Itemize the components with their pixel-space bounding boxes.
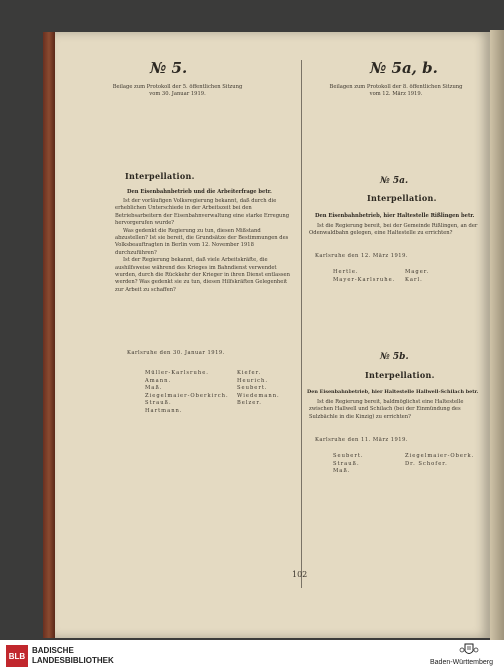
- section-a-signers-col2: [405, 269, 429, 284]
- signer: Karl.: [405, 276, 423, 283]
- left-body: [115, 198, 293, 294]
- state-name: Baden-Württemberg: [430, 659, 494, 666]
- section-b-signers-col2: [405, 453, 474, 468]
- section-a-subject: Den Eisenbahnbetrieb, hier Haltestelle Rißlingen betr.: [315, 213, 475, 219]
- coat-of-arms-icon: [459, 642, 479, 658]
- signer: Wiedemann.: [237, 392, 280, 399]
- section-b-signers-col1: [333, 453, 364, 476]
- left-document-number: № 5.: [150, 59, 188, 77]
- right-document-number: № 5a, b.: [370, 59, 438, 77]
- left-place-date: Karlsruhe den 30. Januar 1919.: [127, 350, 225, 356]
- section-b-heading: Interpellation.: [365, 370, 435, 380]
- signer: Seubert.: [333, 453, 364, 459]
- signer: Maß.: [145, 385, 163, 392]
- signer: Müller-Karlsruhe.: [145, 370, 209, 376]
- left-signers-col1: [145, 370, 229, 416]
- signer: Belzer.: [237, 400, 262, 407]
- left-heading: Interpellation.: [125, 171, 195, 181]
- signer: Hartmann.: [145, 407, 183, 414]
- section-a-paragraph: Ist die Regierung bereit, bei der Gemeinde Rißlingen, an der Odenwaldbahn gelegen, eine Haltestelle zu errichten?: [309, 223, 478, 237]
- section-a-body: [309, 223, 485, 238]
- signer: Mager.: [405, 269, 430, 275]
- signer: Kiefer.: [237, 370, 262, 376]
- signer: Ziegelmaier-Oberk.: [405, 453, 475, 459]
- right-subtitle-line2: vom 12. März 1919.: [369, 90, 423, 97]
- signer: Strauß.: [145, 400, 172, 407]
- left-paragraph-2: Was gedenkt die Regierung zu tun, diesen Mißstand abzustellen? Ist sie bereit, die Grundsätze der Bestimmungen des Volksbeauftragten in Berlin vom 12. November 1918 durchzuführen?: [115, 227, 289, 256]
- section-a-number: № 5a.: [380, 176, 409, 186]
- section-b-place-date: Karlsruhe den 11. März 1919.: [315, 437, 409, 443]
- signer: Maß.: [333, 468, 351, 475]
- document-page: [55, 32, 490, 638]
- left-subtitle: [65, 84, 290, 97]
- signer: Dr. Schofer.: [405, 460, 448, 467]
- signer: Ziegelmaier-Oberkirch.: [145, 392, 229, 399]
- book-binding: [43, 32, 55, 638]
- section-b-subject: Den Eisenbahnbetrieb, hier Haltestelle Hallwell-Schilach betr.: [307, 389, 479, 395]
- signer: Seubert.: [237, 385, 268, 392]
- signer: Amann.: [145, 377, 172, 384]
- library-name-line1: BADISCHE: [32, 646, 74, 655]
- left-paragraph-1: Ist der vorläufigen Volksregierung bekannt, daß durch die erheblichen Unterschiede in der Arbeitszeit bei den Betriebsarbeitern der Eisenbahnverwaltung eine starke Erregung hervorgerufen wurde?: [115, 198, 290, 227]
- library-name[interactable]: [32, 646, 114, 666]
- signer: Strauß.: [333, 460, 360, 467]
- library-name-line2: LANDESBIBLIOTHEK: [32, 656, 114, 665]
- page-edge: [490, 30, 504, 642]
- section-a-place-date: Karlsruhe den 12. März 1919.: [315, 253, 409, 259]
- blb-logo[interactable]: BLB: [6, 645, 28, 667]
- signer: Heurich.: [237, 377, 268, 384]
- right-subtitle-line1: Beilagen zum Protokoll der 8. öffentlichen Sitzung: [329, 84, 463, 90]
- section-a-heading: Interpellation.: [367, 193, 437, 203]
- left-paragraph-3: Ist der Regierung bekannt, daß viele Arbeitskräfte, die aushilfsweise während des Krieges im Bahndienst verwendet wurden, durch die Rückkehr der Krieger in ihren Dienst entlassen werden? Was gedenkt sie zu tun, diesen Hilfskräften Gelegenheit zur Arbeit zu schaffen?: [115, 257, 290, 293]
- section-a-signers-col1: [333, 269, 395, 284]
- page-number: 102: [292, 570, 308, 579]
- right-subtitle: [305, 84, 487, 97]
- section-b-paragraph: Ist die Regierung bereit, baldmöglichst eine Haltestelle zwischen Hallwell und Schilach (bei der Einmündung des Sulzbächle in die Kinzig) zu errichten?: [309, 399, 464, 420]
- section-b-number: № 5b.: [380, 352, 409, 362]
- signer: Hertle.: [333, 269, 359, 275]
- left-subtitle-line2: vom 30. Januar 1919.: [149, 90, 206, 97]
- section-b-body: [309, 399, 485, 421]
- column-divider: [301, 60, 302, 588]
- signer: Mayer-Karlsruhe.: [333, 276, 396, 283]
- left-subtitle-line1: Beilage zum Protokoll der 5. öffentlichen Sitzung: [112, 84, 243, 90]
- left-signers-col2: [237, 370, 280, 408]
- left-subject: Den Eisenbahnbetrieb und die Arbeiterfrage betr.: [127, 189, 272, 195]
